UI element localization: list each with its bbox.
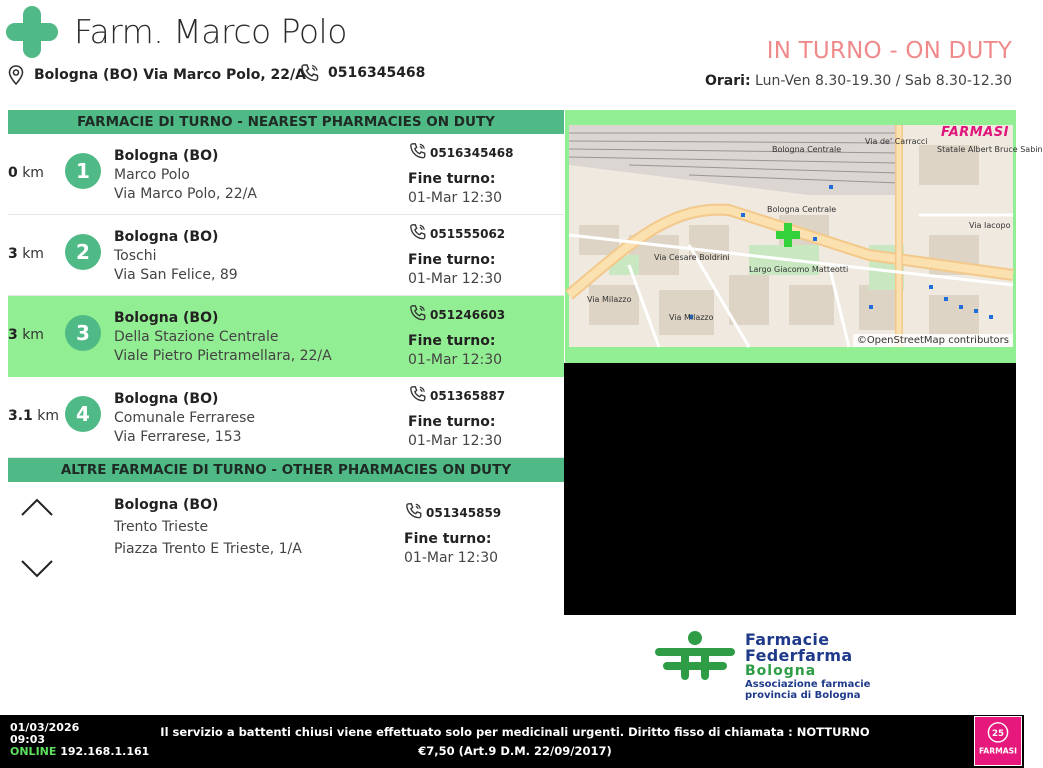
pharmacy-address: Via Marco Polo, 22/A [114,186,257,202]
rank-badge: 2 [65,234,101,270]
ip-address: 192.168.1.161 [60,745,150,758]
pharmacy-phone[interactable]: 051365887 [409,385,505,403]
green-cross-icon [6,6,58,58]
chevron-down-icon[interactable] [20,558,54,580]
map-label-carracci: Via de' Carracci [865,137,928,146]
nearest-pharmacies-header: FARMACIE DI TURNO - NEAREST PHARMACIES ON DUTY [8,110,564,134]
service-notice: Il servizio a battenti chiusi viene effettuato solo per medicinali urgenti. Diritto fisso di chiamata : NOTTURNO €7,50 (Art.9 D.M. 22/09/2017) [160,725,870,758]
map-label-station-north: Bologna Centrale [772,145,842,154]
system-status [10,722,149,758]
pharmacy-city: Bologna (BO) [114,310,219,326]
phone-icon [409,223,427,241]
map-label-milazzo-2: Via Milazzo [669,313,714,322]
pharmacy-city: Bologna (BO) [114,391,219,407]
phone-line [300,62,425,84]
map-label-matteotti: Largo Giacomo Matteotti [749,265,849,274]
pharmacy-address: Viale Pietro Pietramellara, 22/A [114,348,332,364]
pharmacy-phone[interactable]: 051555062 [409,223,505,241]
pharmacy-row[interactable] [8,134,564,215]
pharmacy-address: Via San Felice, 89 [114,267,238,283]
rank-badge: 1 [65,153,101,189]
phone-icon [300,63,320,83]
pharmacy-name: Farm. Marco Polo [74,12,347,51]
phone-icon [409,385,427,403]
opening-hours [705,73,1012,89]
phone-icon [409,142,427,160]
address-line [8,64,306,86]
video-panel [564,363,1016,615]
federfarma-text: Farmacie Federfarma Bologna Associazione farmacie provincia di Bologna [745,630,871,701]
pharmacy-name: Marco Polo [114,167,190,183]
phone-icon [405,502,423,520]
pharmacy-phone[interactable]: 051345859 [405,502,501,520]
on-duty-status: IN TURNO - ON DUTY [766,38,1012,64]
map-label-station: Bologna Centrale [767,205,837,214]
map-label-iacopo: Via Iacopo [969,221,1011,230]
map[interactable] [569,125,1043,347]
phone-text: 0516345468 [328,65,426,81]
pharmacy-info [114,228,238,285]
map-label-statue: Statale Albert Bruce Sabin [937,145,1043,154]
pharmacy-row-selected[interactable] [8,296,564,377]
shift-end: Fine turno: 01-Mar 12:30 [408,414,503,449]
rank-badge: 4 [65,396,101,432]
pharmacy-city: Bologna (BO) [114,229,219,245]
chevron-up-icon[interactable] [20,496,54,518]
pharmacy-phone[interactable]: 0516345468 [409,142,514,160]
pharmacy-info [114,309,332,366]
pharmacy-info [114,494,302,560]
pharmacy-name: Della Stazione Centrale [114,329,279,345]
pharmacy-info [114,390,255,447]
shift-end: Fine turno: 01-Mar 12:30 [408,333,503,368]
nearest-pharmacies-list [8,134,564,458]
pharmacy-name: Trento Trieste [114,519,209,535]
address-text: Bologna (BO) Via Marco Polo, 22/A [34,67,306,83]
pharmacy-name: Comunale Ferrarese [114,410,255,426]
shift-end: Fine turno: 01-Mar 12:30 [408,252,503,287]
shift-end: Fine turno: 01-Mar 12:30 [404,531,499,566]
pharmacy-address: Piazza Trento E Trieste, 1/A [114,541,302,557]
pharmacy-row[interactable] [8,215,564,296]
distance: 0 km [8,165,44,181]
map-pin-icon [8,65,24,85]
distance: 3 km [8,327,44,343]
svg-text:25: 25 [992,729,1004,740]
pharmacy-address: Via Ferrarese, 153 [114,429,242,445]
distance: 3.1 km [8,408,60,424]
pharmacy-city: Bologna (BO) [114,148,219,164]
hours-value: Lun-Ven 8.30-19.30 / Sab 8.30-12.30 [755,73,1012,89]
farmasi-logo: FARMASI [941,125,1009,140]
phone-icon [409,304,427,322]
map-canvas [569,125,1013,347]
pharmacy-phone[interactable]: 051246603 [409,304,505,322]
farmasi-badge-icon [974,716,1022,766]
other-pharmacies-header: ALTRE FARMACIE DI TURNO - OTHER PHARMACIES ON DUTY [8,458,564,482]
pharmacy-info [114,147,257,204]
footer-date: 01/03/2026 [10,721,80,734]
svg-text:FARMASI: FARMASI [978,746,1018,756]
pharmacy-name: Toschi [114,248,157,264]
map-attribution[interactable]: ©OpenStreetMap contributors [853,334,1013,347]
shift-end: Fine turno: 01-Mar 12:30 [408,171,503,206]
pharmacy-row[interactable] [8,377,564,458]
rank-badge: 3 [65,315,101,351]
other-pharmacies-list [8,482,564,592]
pharmacy-city: Bologna (BO) [114,497,219,513]
map-label-milazzo: Via Milazzo [587,295,632,304]
online-status: ONLINE [10,745,57,758]
footer-bar [0,715,1024,768]
distance: 3 km [8,246,44,262]
map-label-boldrini: Via Cesare Boldrini [654,253,730,262]
hours-label: Orari: [705,73,751,89]
footer-time: 09:03 [10,733,46,746]
